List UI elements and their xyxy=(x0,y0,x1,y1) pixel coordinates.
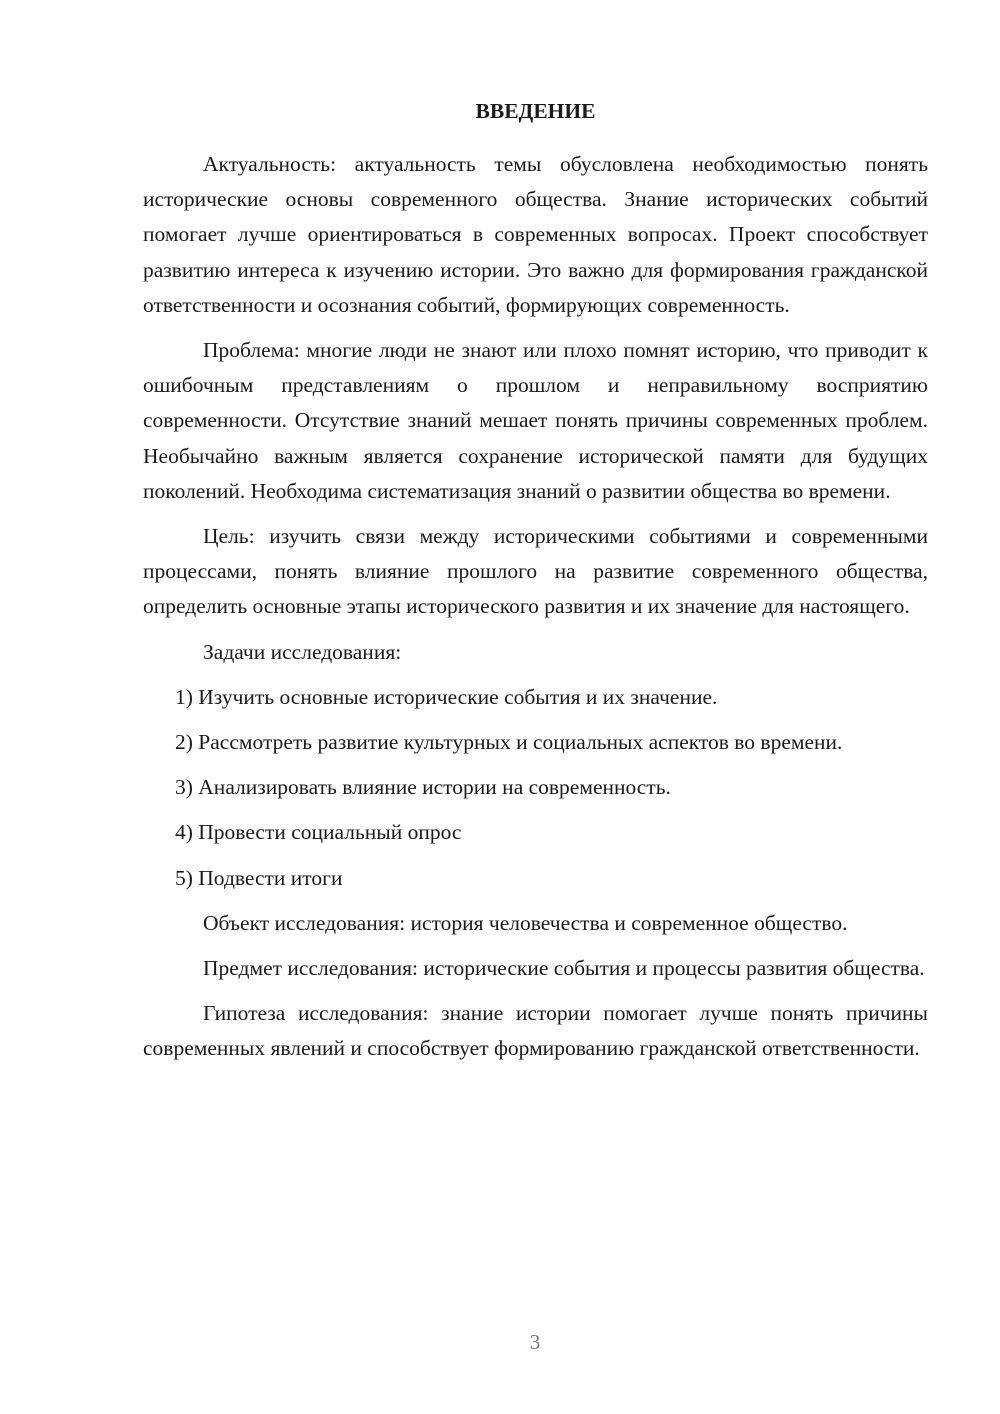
task-item-3: 3) Анализировать влияние истории на современность. xyxy=(175,775,671,800)
subject-paragraph: Предмет исследования: исторические события и процессы развития общества. xyxy=(203,956,925,981)
section-heading: ВВЕДЕНИЕ xyxy=(475,99,596,123)
page-content xyxy=(143,94,928,1077)
task-item-2: 2) Рассмотреть развитие культурных и социальных аспектов во времени. xyxy=(175,730,843,755)
task-item-1: 1) Изучить основные исторические события и их значение. xyxy=(175,684,718,709)
object-paragraph: Объект исследования: история человечества и современное общество. xyxy=(203,910,848,935)
relevance-paragraph: Актуальность: актуальность темы обусловлена необходимостью понять исторические основы современного общества. Знание исторических событий помогает лучше ориентироваться в современных вопросах. Проект способствует развитию интереса к изучению истории. Это важно для формирования гражданской ответственности и осознания событий, формирующих современность. xyxy=(143,152,928,317)
task-item-4: 4) Провести социальный опрос xyxy=(175,820,462,845)
problem-paragraph: Проблема: многие люди не знают или плохо помнят историю, что приводит к ошибочным представлениям о прошлом и неправильному восприятию современности. Отсутствие знаний мешает понять причины современных проблем. Необычайно важным является сохранение исторической памяти для будущих поколений. Необходима систематизация знаний о развитии общества во времени. xyxy=(143,338,928,503)
goal-paragraph: Цель: изучить связи между историческими событиями и современными процессами, понять влияние прошлого на развитие современного общества, определить основные этапы исторического развития и их значение для настоящего. xyxy=(143,524,928,619)
tasks-title: Задачи исследования: xyxy=(203,639,402,664)
page-number: 3 xyxy=(529,1330,541,1354)
hypothesis-paragraph: Гипотеза исследования: знание истории помогает лучше понять причины современных явлений и способствует формированию гражданской ответственности. xyxy=(143,1001,928,1061)
task-item-5: 5) Подвести итоги xyxy=(175,865,343,890)
